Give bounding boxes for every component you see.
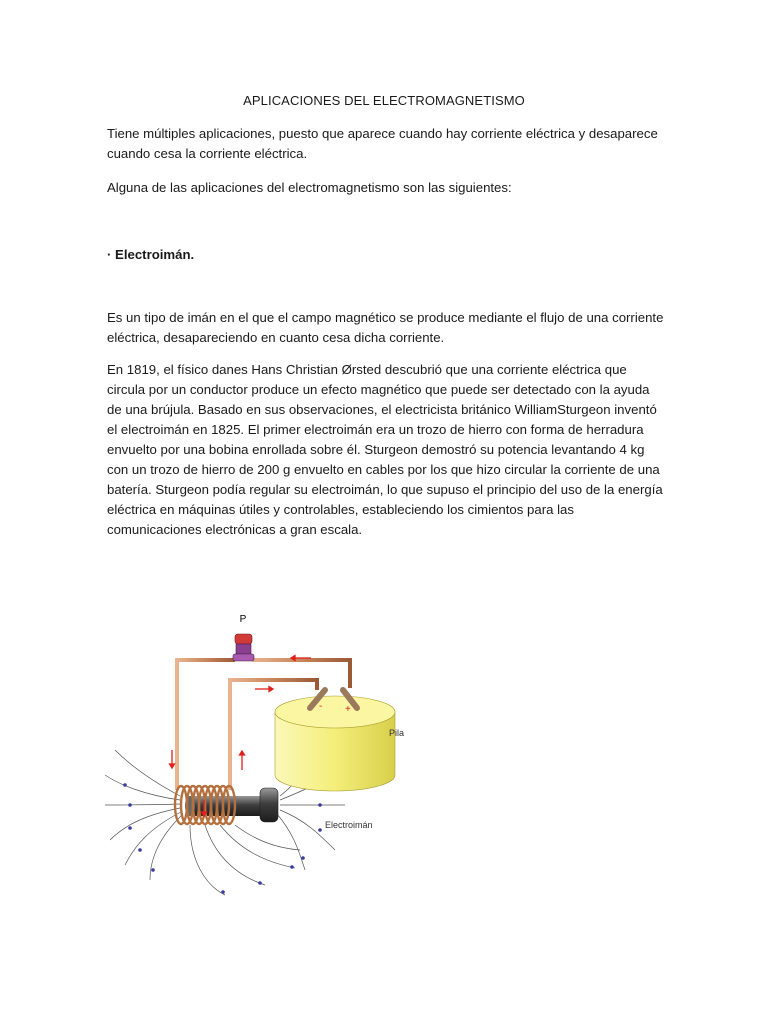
field-lines-bottom <box>190 825 300 895</box>
switch-label: P <box>239 614 247 625</box>
electromagnet-label: Electroimán <box>325 820 373 830</box>
battery-terminal-minus: - <box>319 701 323 712</box>
battery <box>275 690 395 791</box>
definition-paragraph: Es un tipo de imán en el que el campo magnético se produce mediante el flujo de una corriente eléctrica, desapareciendo en cuanto cesa dicha corriente. <box>107 310 664 345</box>
document-title: APLICACIONES DEL ELECTROMAGNETISMO <box>243 93 525 108</box>
field-lines-left <box>105 750 183 880</box>
battery-terminal-plus: + <box>345 704 351 715</box>
battery-label: Pila <box>389 728 405 738</box>
intro-paragraph: Tiene múltiples aplicaciones, puesto que aparece cuando hay corriente eléctrica y desaparece cuando cesa la corriente eléctrica. <box>107 126 658 161</box>
switch <box>233 634 254 661</box>
history-paragraph: En 1819, el físico danes Hans Christian Ørsted descubrió que una corriente eléctrica que circula por un conductor produce un efecto magnético que puede ser detectado con la ayuda de una brújula. Basado en sus observaciones, el electricista británico WilliamSturgeon inventó el electroimán en 1825. El primer electroimán era un trozo de hierro con forma de herradura envuelto por una bobina enrollada sobre él. Sturgeon demostró su potencia levantando 4 kg con un trozo de hierro de 200 g envuelto en cables por los que hizo circular la corriente de una batería. Sturgeon podía regular su electroimán, lo que supuso el principio del uso de la energía eléctrica en máquinas útiles y controlables, estableciendo los cimientos para las comunicaciones electrónicas a gran escala. <box>107 362 663 537</box>
bullet-electroiman: · Electroimán. <box>107 247 195 262</box>
electromagnet-diagram <box>105 600 435 900</box>
lead-paragraph: Alguna de las aplicaciones del electromagnetismo son las siguientes: <box>107 180 512 195</box>
